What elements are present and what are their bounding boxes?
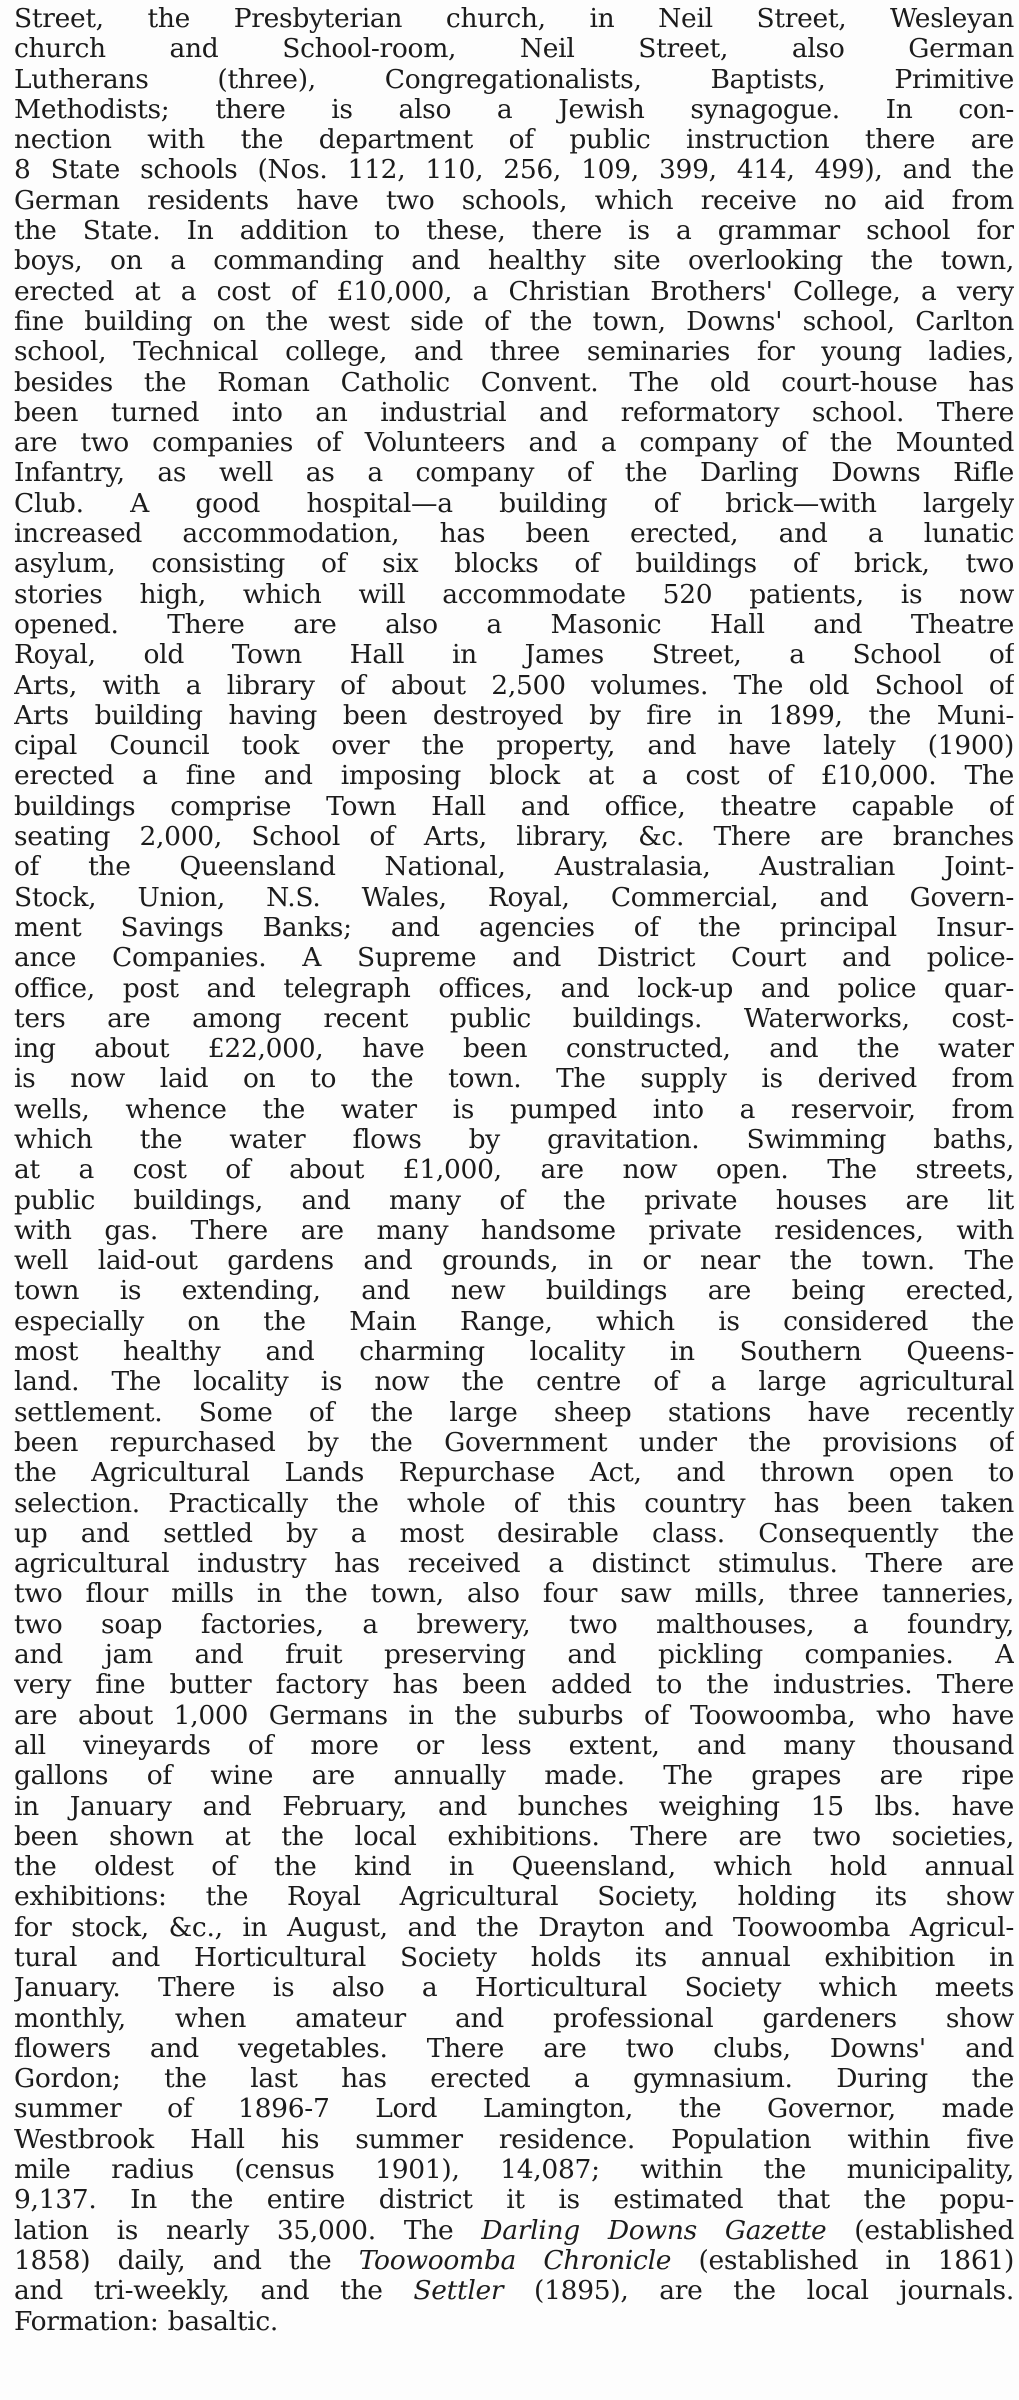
text-line: all vineyards of more or less extent, and many thousand [14, 1730, 1014, 1761]
text-line: most healthy and charming locality in Southern Queens- [14, 1337, 1014, 1368]
text-line: besides the Roman Catholic Convent. The old court-house has [14, 367, 1014, 398]
text-line-settler [14, 2276, 1014, 2306]
text-line: Stock, Union, N.S. Wales, Royal, Commercial, and Govern- [14, 882, 1014, 913]
text-line: 9,137. In the entire district it is estimated that the popu- [14, 2185, 1014, 2216]
text-line: two soap factories, a brewery, two malthouses, a foundry, [14, 1609, 1014, 1640]
text-line: been repurchased by the Government under the provisions of [14, 1427, 1014, 1458]
text-line: especially on the Main Range, which is considered the [14, 1306, 1014, 1337]
text-line: land. The locality is now the centre of a large agricultural [14, 1367, 1014, 1398]
text-line: at a cost of about £1,000, are now open. The streets, [14, 1155, 1014, 1186]
text-line: buildings comprise Town Hall and office, theatre capable of [14, 791, 1014, 822]
text-line: Westbrook Hall his summer residence. Population within five [14, 2124, 1014, 2155]
text-line-chronicle [14, 2246, 1014, 2276]
text-line: Infantry, as well as a company of the Darling Downs Rifle [14, 458, 1014, 489]
text-line: Lutherans (three), Congregationalists, Baptists, Primitive [14, 64, 1014, 95]
newspaper-title-toowoomba-chronicle: Toowoomba Chronicle [358, 2245, 672, 2276]
text-line: the oldest of the kind in Queensland, which hold annual [14, 1852, 1014, 1883]
text-line: Gordon; the last has erected a gymnasium. During the [14, 2064, 1014, 2095]
text-line: church and School-room, Neil Street, also German [14, 34, 1014, 65]
text-segment: (established in 1861) [671, 2245, 1014, 2276]
text-line: ment Savings Banks; and agencies of the principal Insur- [14, 912, 1014, 943]
text-line: Club. A good hospital—a building of brick—with largely [14, 488, 1014, 519]
text-line: been shown at the local exhibitions. There are two societies, [14, 1821, 1014, 1852]
text-line: town is extending, and new buildings are being erected, [14, 1276, 1014, 1307]
text-line: for stock, &c., in August, and the Drayton and Toowoomba Agricul- [14, 1912, 1014, 1943]
text-line: the Agricultural Lands Repurchase Act, and thrown open to [14, 1458, 1014, 1489]
text-line: Arts building having been destroyed by fire in 1899, the Muni- [14, 700, 1014, 731]
text-line: ters are among recent public buildings. Waterworks, cost- [14, 1003, 1014, 1034]
text-line: boys, on a commanding and healthy site overlooking the town, [14, 246, 1014, 277]
text-line: gallons of wine are annually made. The grapes are ripe [14, 1761, 1014, 1792]
text-line: erected at a cost of £10,000, a Christian Brothers' College, a very [14, 276, 1014, 307]
text-line-formation: Formation: basaltic. [14, 2306, 279, 2337]
text-line: increased accommodation, has been erected, and a lunatic [14, 519, 1014, 550]
text-line: and jam and fruit preserving and pickling companies. A [14, 1640, 1014, 1671]
text-segment: 1858) daily, and the [14, 2245, 359, 2276]
text-line: of the Queensland National, Australasia, Australian Joint- [14, 852, 1014, 883]
text-line: school, Technical college, and three seminaries for young ladies, [14, 337, 1014, 368]
text-line: ance Companies. A Supreme and District Court and police- [14, 943, 1014, 974]
text-line: Royal, old Town Hall in James Street, a School of [14, 640, 1014, 671]
text-line: summer of 1896-7 Lord Lamington, the Governor, made [14, 2094, 1014, 2125]
text-segment: (established [826, 2215, 1014, 2246]
newspaper-title-darling-downs-gazette: Darling Downs Gazette [481, 2215, 827, 2246]
text-line: flowers and vegetables. There are two clubs, Downs' and [14, 2033, 1014, 2064]
text-line: fine building on the west side of the town, Downs' school, Carlton [14, 306, 1014, 337]
text-line: opened. There are also a Masonic Hall and Theatre [14, 609, 1014, 640]
text-segment: and tri-weekly, and the [14, 2276, 414, 2307]
text-line: the State. In addition to these, there is a grammar school for [14, 216, 1014, 247]
text-line: well laid-out gardens and grounds, in or near the town. The [14, 1246, 1014, 1277]
text-line: agricultural industry has received a distinct stimulus. There are [14, 1549, 1014, 1580]
text-line: nection with the department of public instruction there are [14, 125, 1014, 156]
newspaper-title-settler: Settler [413, 2276, 504, 2307]
text-line: ing about £22,000, have been constructed, and the water [14, 1034, 1014, 1065]
text-line: cipal Council took over the property, and have lately (1900) [14, 731, 1014, 762]
text-line: selection. Practically the whole of this country has been taken [14, 1488, 1014, 1519]
text-segment: lation is nearly 35,000. The [14, 2215, 482, 2246]
text-line: office, post and telegraph offices, and lock-up and police quar- [14, 973, 1014, 1004]
text-line: in January and February, and bunches weighing 15 lbs. have [14, 1791, 1014, 1822]
text-segment: (1895), are the local journals. [503, 2276, 1014, 2307]
text-line: monthly, when amateur and professional gardeners show [14, 2003, 1014, 2034]
text-line: two flour mills in the town, also four saw mills, three tanneries, [14, 1579, 1014, 1610]
text-line: with gas. There are many handsome private residences, with [14, 1215, 1014, 1246]
text-line: erected a fine and imposing block at a cost of £10,000. The [14, 761, 1014, 792]
text-line: settlement. Some of the large sheep stations have recently [14, 1397, 1014, 1428]
text-line: been turned into an industrial and reformatory school. There [14, 397, 1014, 428]
text-line: public buildings, and many of the private houses are lit [14, 1185, 1014, 1216]
text-line: Methodists; there is also a Jewish synagogue. In con- [14, 94, 1014, 125]
text-line: exhibitions: the Royal Agricultural Society, holding its show [14, 1882, 1014, 1913]
text-line: stories high, which will accommodate 520 patients, is now [14, 579, 1014, 610]
text-line: German residents have two schools, which receive no aid from [14, 185, 1014, 216]
article-text-column [14, 4, 1014, 2337]
text-line: Street, the Presbyterian church, in Neil Street, Wesleyan [14, 4, 1014, 34]
text-line: are about 1,000 Germans in the suburbs of Toowoomba, who have [14, 1700, 1014, 1731]
text-line: Arts, with a library of about 2,500 volumes. The old School of [14, 670, 1014, 701]
text-line: very fine butter factory has been added to the industries. There [14, 1670, 1014, 1701]
text-line: tural and Horticultural Society holds its annual exhibition in [14, 1943, 1014, 1973]
text-line: asylum, consisting of six blocks of buildings of brick, two [14, 549, 1014, 580]
text-line: seating 2,000, School of Arts, library, &c. There are branches [14, 822, 1014, 853]
text-line: is now laid on to the town. The supply is derived from [14, 1064, 1014, 1095]
text-line: are two companies of Volunteers and a company of the Mounted [14, 428, 1014, 459]
text-line: which the water flows by gravitation. Swimming baths, [14, 1124, 1014, 1155]
text-line: January. There is also a Horticultural Society which meets [14, 1973, 1014, 2004]
text-line-gazette [14, 2216, 1014, 2246]
text-line: 8 State schools (Nos. 112, 110, 256, 109, 399, 414, 499), and the [14, 155, 1014, 186]
text-line: mile radius (census 1901), 14,087; within the municipality, [14, 2155, 1014, 2186]
text-line: wells, whence the water is pumped into a reservoir, from [14, 1094, 1014, 1125]
text-line: up and settled by a most desirable class. Consequently the [14, 1518, 1014, 1549]
